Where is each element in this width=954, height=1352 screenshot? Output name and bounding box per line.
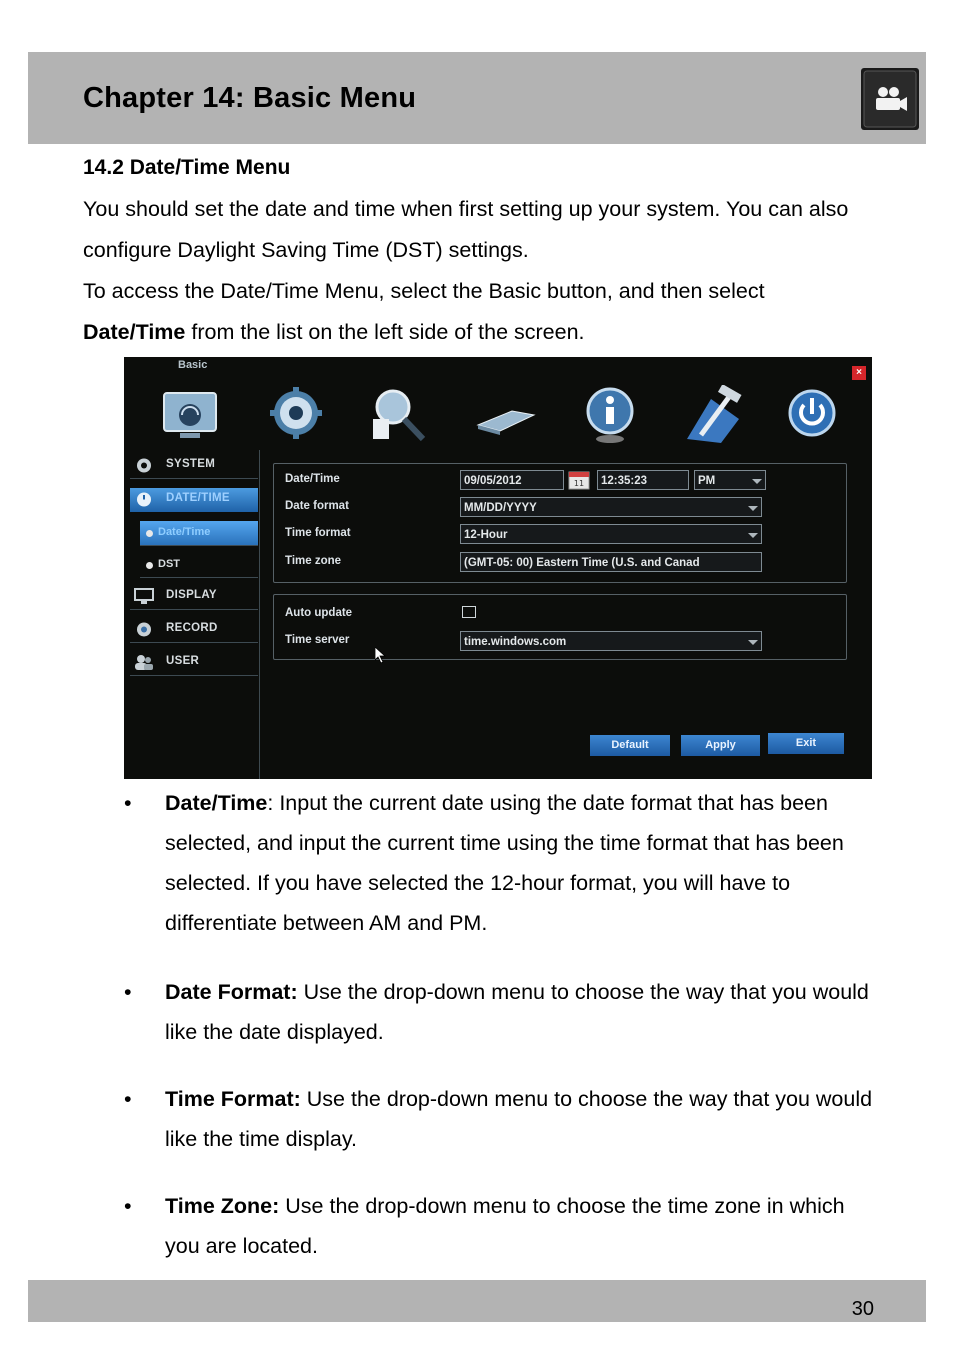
- date-format-select[interactable]: [460, 497, 762, 517]
- date-field[interactable]: [460, 470, 564, 490]
- bullet-dot: [146, 530, 153, 537]
- sidebar-sublabel-dst: DST: [158, 558, 180, 570]
- time-zone-value: (GMT-05: 00) Eastern Time (U.S. and Canad: [464, 557, 700, 569]
- record-icon: [134, 621, 154, 638]
- page-number: 30: [851, 1298, 874, 1320]
- apply-button[interactable]: Apply: [681, 735, 760, 756]
- info-icon[interactable]: [578, 385, 642, 445]
- chapter-header: [28, 52, 926, 144]
- date-format-value: MM/DD/YYYY: [464, 502, 537, 514]
- time-field[interactable]: [597, 470, 689, 490]
- bullet-text: Use the drop-down menu to choose the way that you would like the date displayed.: [165, 980, 869, 1044]
- sidebar-divider: [259, 450, 260, 779]
- chevron-down-icon: [748, 640, 758, 645]
- bullet-term: Date Format:: [165, 980, 298, 1004]
- monitor-gauge-icon[interactable]: [158, 385, 222, 445]
- time-format-label: Time format: [285, 527, 351, 539]
- close-icon[interactable]: ×: [852, 366, 866, 380]
- bullet-text: Use the drop-down menu to choose the time zone in which you are located.: [165, 1194, 845, 1258]
- gear-icon: [134, 457, 154, 474]
- sidebar-item-system[interactable]: [130, 454, 258, 479]
- access-text-bold: Date/Time: [83, 320, 186, 344]
- bullet-glyph: •: [124, 1087, 132, 1111]
- sidebar-label-record: RECORD: [166, 622, 218, 634]
- bullet-glyph: •: [124, 980, 132, 1004]
- monitor-icon: [134, 588, 154, 605]
- date-format-label: Date format: [285, 500, 349, 512]
- section-heading: 14.2 Date/Time Menu: [83, 156, 291, 179]
- access-text-pre: To access the Date/Time Menu, select the Basic button, and then select: [83, 279, 765, 303]
- sidebar-item-display[interactable]: [130, 585, 258, 610]
- sidebar-subitem-date-time[interactable]: [140, 521, 258, 546]
- mouse-pointer-icon: [375, 647, 387, 668]
- gear-icon[interactable]: [264, 385, 328, 445]
- chevron-down-icon: [752, 479, 762, 484]
- window-title: Basic: [178, 359, 208, 371]
- time-zone-select[interactable]: [460, 552, 762, 572]
- date-field-value: 09/05/2012: [464, 475, 522, 487]
- time-format-select[interactable]: [460, 524, 762, 544]
- chapter-title: Chapter 14: Basic Menu: [83, 82, 417, 114]
- calendar-icon[interactable]: [568, 470, 590, 490]
- page-footer: [28, 1280, 926, 1322]
- sidebar-label-display: DISPLAY: [166, 589, 217, 601]
- default-button[interactable]: Default: [590, 735, 670, 756]
- intro-paragraph: You should set the date and time when first setting up your system. You can also configure Daylight Saving Time (DST) settings.: [83, 197, 849, 262]
- sidebar-label-system: SYSTEM: [166, 458, 216, 470]
- sidebar-subitem-dst[interactable]: [140, 553, 258, 578]
- users-icon: [134, 654, 154, 671]
- time-format-value: 12-Hour: [464, 529, 508, 541]
- sidebar-label-date-time: DATE/TIME: [166, 492, 230, 504]
- time-server-select[interactable]: [460, 631, 762, 651]
- time-server-label: Time server: [285, 634, 350, 646]
- bullet-term: Time Format:: [165, 1087, 301, 1111]
- sidebar-item-record[interactable]: [130, 618, 258, 643]
- tools-icon[interactable]: [681, 385, 745, 445]
- date-time-menu-screenshot: [124, 357, 872, 779]
- disk-drive-icon[interactable]: [474, 385, 538, 445]
- bullet-dot: [146, 562, 153, 569]
- clock-icon: [134, 491, 154, 508]
- bullet-text: Input the current date using the date format that has been selected, and input the current time using the time format that has been selected. If you have selected the 12-hour format, you will have to differentiate between AM and PM.: [165, 791, 844, 935]
- camera-icon: [861, 68, 919, 130]
- chevron-down-icon: [748, 506, 758, 511]
- svg-text:11: 11: [573, 479, 585, 488]
- date-time-label: Date/Time: [285, 473, 340, 485]
- sidebar-item-date-time[interactable]: [130, 488, 258, 512]
- exit-button[interactable]: Exit: [768, 733, 844, 754]
- sidebar-item-user[interactable]: [130, 651, 258, 676]
- access-paragraph: [83, 271, 883, 353]
- auto-update-label: Auto update: [285, 607, 353, 619]
- bullet-term: Date/Time: [165, 791, 268, 815]
- chevron-down-icon: [748, 533, 758, 538]
- time-field-value: 12:35:23: [601, 475, 648, 487]
- ampm-value: PM: [698, 475, 716, 487]
- sidebar-label-user: USER: [166, 655, 200, 667]
- magnifier-icon[interactable]: [367, 385, 431, 445]
- time-server-value: time.windows.com: [464, 636, 567, 648]
- power-icon[interactable]: [780, 385, 844, 445]
- bullet-text: Use the drop-down menu to choose the way that you would like the time display.: [165, 1087, 873, 1151]
- time-zone-label: Time zone: [285, 555, 342, 567]
- bullet-sep: :: [267, 791, 274, 815]
- bullet-glyph: •: [124, 1194, 132, 1218]
- auto-update-checkbox[interactable]: [462, 606, 476, 618]
- bullet-term: Time Zone:: [165, 1194, 280, 1218]
- ampm-select[interactable]: [694, 470, 766, 490]
- sidebar-sublabel-date-time: Date/Time: [158, 526, 211, 538]
- access-text-post: from the list on the left side of the screen.: [185, 320, 585, 344]
- bullet-glyph: •: [124, 791, 132, 815]
